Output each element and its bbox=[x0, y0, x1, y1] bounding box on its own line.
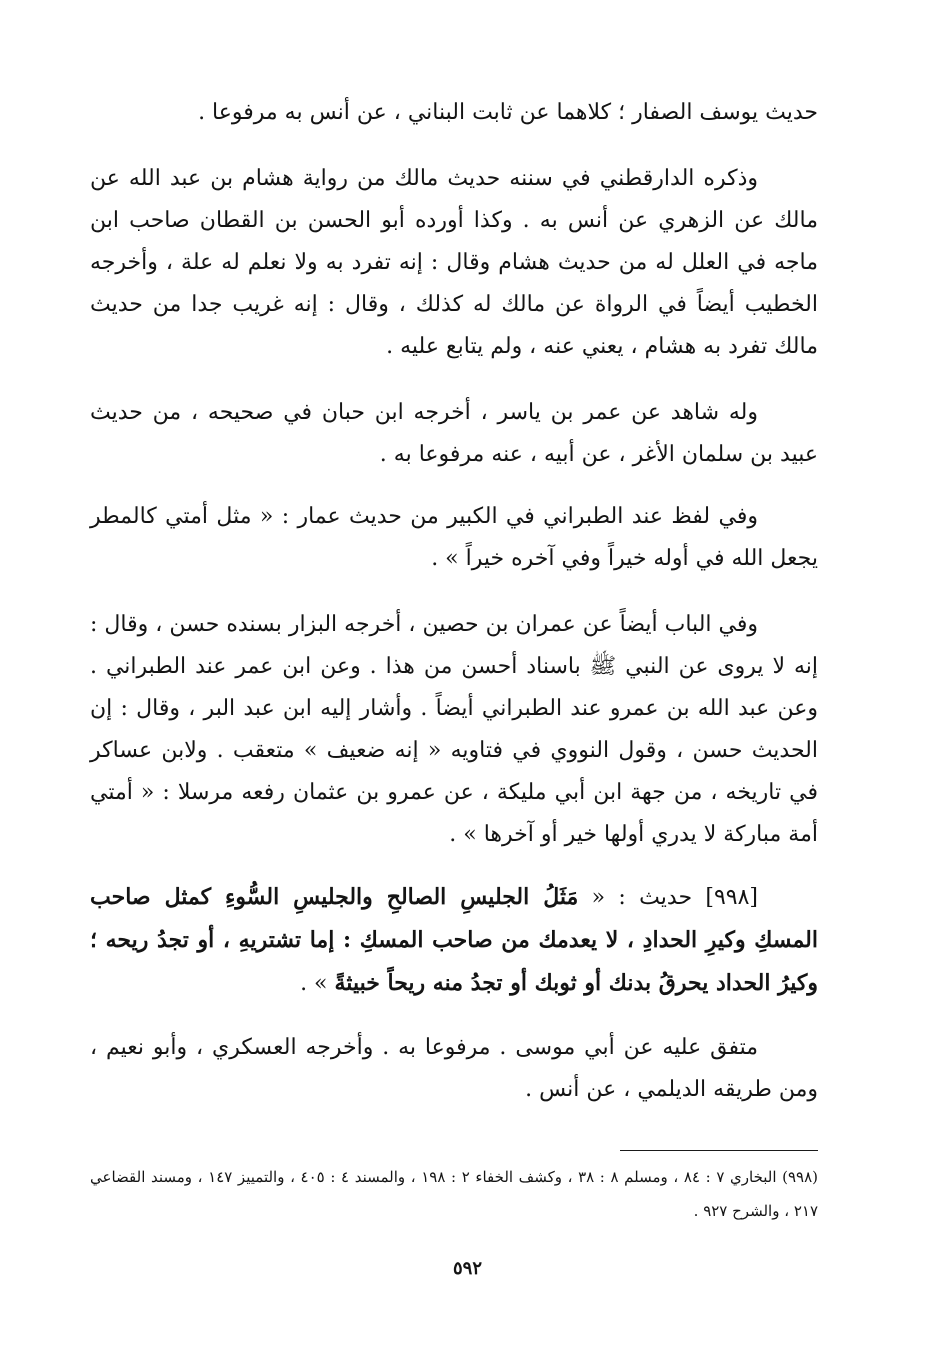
paragraph-bab: وفي الباب أيضاً عن عمران بن حصين ، أخرجه البزار بسنده حسن ، وقال : إنه لا يروى عن النبي ﷺ باسناد أحسن من هذا . وعن ابن عمر عند الطبراني . وعن عبد الله بن عمرو عند الطبراني أيضاً . وأشار إليه ابن عبد البر ، وقال : إن الحديث حسن ، وقول النووي في فتاويه « إنه ضعيف » متعقب . ولابن عساكر في تاريخه ، من جهة ابن أبي مليكة ، عن عمرو بن عثمان رفعه مرسلا : « أمتي أمة مباركة لا يدري أولها خير أو آخرها » . bbox=[90, 612, 818, 847]
page-body bbox=[90, 92, 818, 1111]
footnote-divider bbox=[620, 1150, 818, 1151]
hadith-prefix: حديث : « bbox=[591, 885, 693, 910]
hadith-suffix: » . bbox=[300, 971, 328, 996]
paragraph-intro: حديث يوسف الصفار ؛ كلاهما عن ثابت البناني ، عن أنس به مرفوعا . bbox=[198, 100, 818, 125]
paragraph-hadith-998 bbox=[90, 876, 818, 1005]
page-number: ٥٩٢ bbox=[452, 1258, 482, 1279]
footnote: (٩٩٨) البخاري ٧ : ٨٤ ، ومسلم ٨ : ٣٨ ، وكشف الخفاء ٢ : ١٩٨ ، والمسند ٤ : ٤٠٥ ، والتمييز ١٤٧ ، ومسند القضاعي ٢١٧ ، والشرح ٩٢٧ . bbox=[90, 1168, 819, 1220]
hadith-text: مَثَلُ الجليسِ الصالحِ والجليسِ السُّوءِ كمثل صاحب المسكِ وكيرِ الحدادِ ، لا يعدمك من صاحب المسكِ : إما تشتريهِ ، أو تجدُ ريحه ؛ وكيرُ الحداد يحرقُ بدنك أو ثوبك أو تجدُ منه ريحاً خبيثةً bbox=[90, 884, 818, 996]
paragraph-tabarani: وفي لفظ عند الطبراني في الكبير من حديث عمار : « مثل أمتي كالمطر يجعل الله في أوله خيراً وفي آخره خيراً » . bbox=[90, 504, 818, 571]
hadith-number: [٩٩٨] bbox=[705, 885, 759, 910]
paragraph-daraqutni: وذكره الدارقطني في سننه حديث مالك من رواية هشام بن عبد الله عن مالك عن الزهري عن أنس به . وكذا أورده أبو الحسن بن القطان صاحب ابن ماجه في العلل له من حديث هشام وقال : إنه تفرد به ولا نعلم له علة ، وأخرجه الخطيب أيضاً في الرواة عن مالك له كذلك ، وقال : إنه غريب جدا من حديث مالك تفرد به هشام ، يعني عنه ، ولم يتابع عليه . bbox=[90, 166, 818, 359]
paragraph-shahid: وله شاهد عن عمر بن ياسر ، أخرجه ابن حبان في صحيحه ، من حديث عبيد بن سلمان الأغر ، عن أبيه ، عنه مرفوعا به . bbox=[90, 400, 818, 467]
paragraph-takhrij: متفق عليه عن أبي موسى . مرفوعا به . وأخرجه العسكري ، وأبو نعيم ، ومن طريقه الديلمي ، عن أنس . bbox=[90, 1035, 818, 1102]
